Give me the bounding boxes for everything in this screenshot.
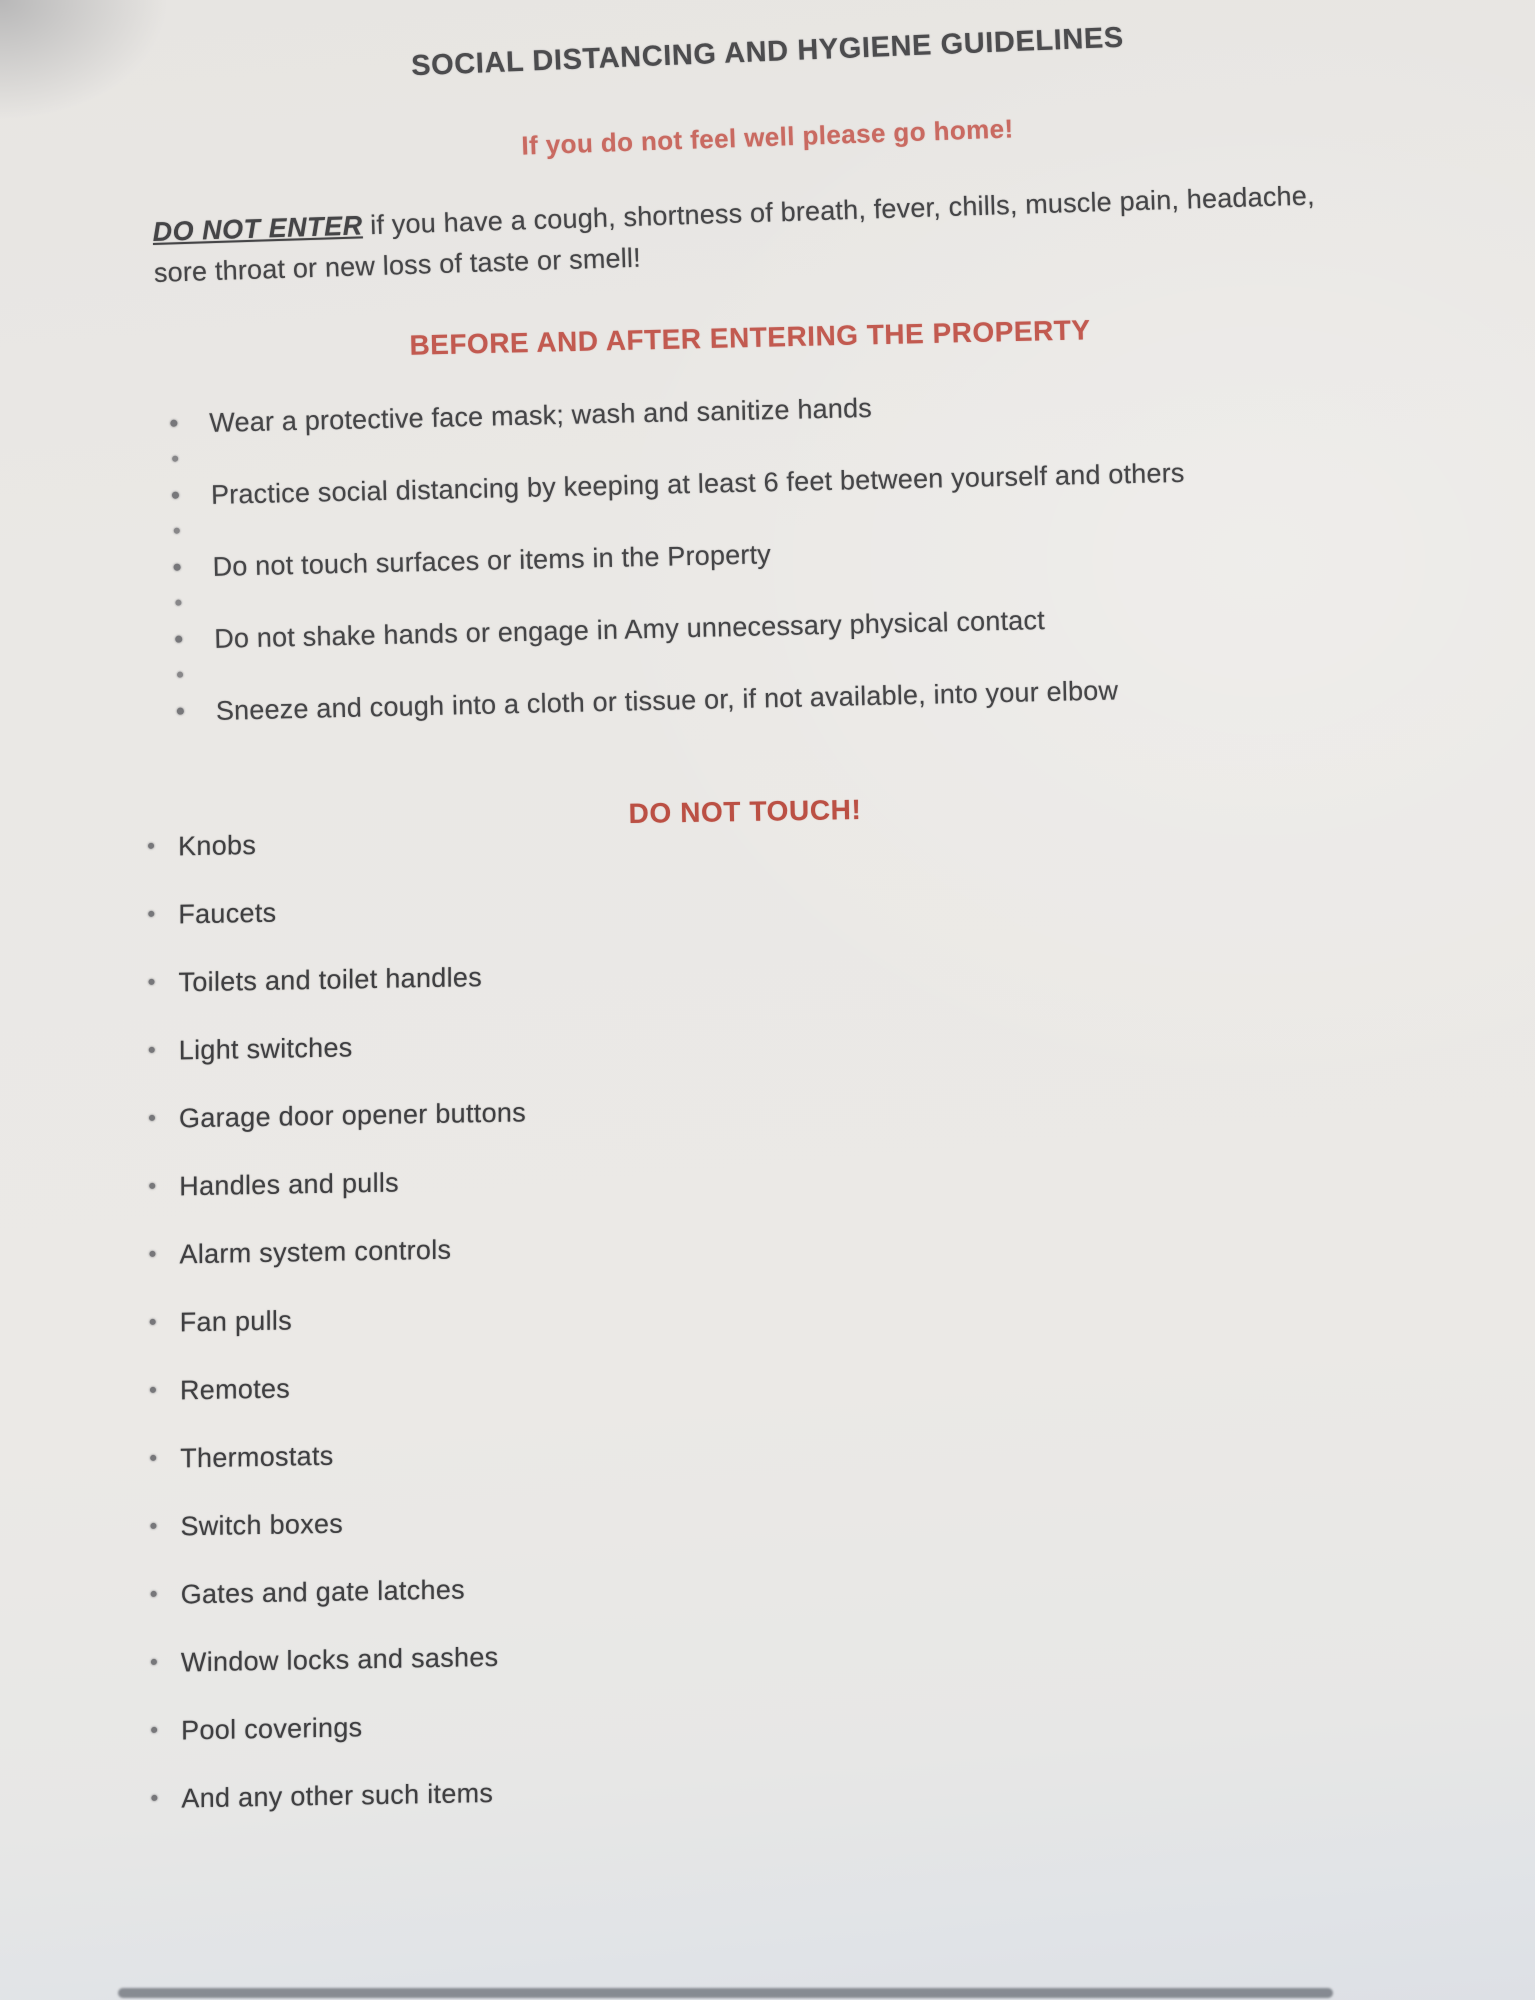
- do-not-touch-item: [144, 1352, 1394, 1408]
- item-text: Gates and gate latches: [180, 1574, 465, 1610]
- item-text: Light switches: [178, 1032, 353, 1066]
- bullet-dot-icon: [149, 1115, 155, 1121]
- bullet-dot-icon: [174, 564, 181, 571]
- do-not-touch-heading: DO NOT TOUCH!: [628, 793, 862, 830]
- bullet-dot-icon: [175, 636, 182, 643]
- guideline-text: Wear a protective face mask; wash and sanitize hands: [209, 392, 873, 438]
- guideline-text: Do not shake hands or engage in Amy unnecessary physical contact: [213, 605, 1046, 654]
- item-text: Toilets and toilet handles: [178, 962, 483, 998]
- item-text: Fan pulls: [179, 1305, 293, 1338]
- bullet-dot-icon: [150, 1523, 156, 1529]
- bullet-dot-icon: [151, 1659, 157, 1665]
- item-text: Alarm system controls: [179, 1234, 452, 1270]
- bullet-dot-icon: [177, 672, 183, 678]
- guideline-text: Practice social distancing by keeping at least 6 feet between yourself and others: [210, 457, 1185, 510]
- do-not-touch-item: [144, 1420, 1394, 1476]
- do-not-enter-lead: DO NOT ENTER: [152, 210, 364, 247]
- bullet-dot-icon: [149, 1183, 155, 1189]
- do-not-touch-item: [145, 1692, 1395, 1748]
- guideline-text: Do not touch surfaces or items in the Property: [212, 539, 772, 582]
- do-not-touch-list: [142, 808, 1395, 1850]
- bullet-dot-icon: [177, 708, 184, 715]
- do-not-touch-item: [143, 1012, 1393, 1068]
- document-title: SOCIAL DISTANCING AND HYGIENE GUIDELINES: [410, 21, 1125, 83]
- item-text: Switch boxes: [180, 1508, 344, 1542]
- do-not-touch-item: [143, 1216, 1393, 1272]
- item-text: Window locks and sashes: [180, 1641, 499, 1678]
- bullet-dot-icon: [175, 600, 181, 606]
- item-text: And any other such items: [181, 1778, 494, 1814]
- item-text: Handles and pulls: [179, 1167, 400, 1202]
- item-text: Garage door opener buttons: [178, 1097, 527, 1134]
- do-not-touch-item: [142, 944, 1392, 1000]
- do-not-touch-item: [145, 1556, 1395, 1612]
- do-not-touch-item: [145, 1760, 1395, 1816]
- do-not-touch-item: [143, 1080, 1393, 1136]
- bullet-dot-icon: [150, 1319, 156, 1325]
- bullet-dot-icon: [172, 492, 179, 499]
- do-not-enter-text: if you have a cough, shortness of breath, fever, chills, muscle pain, headache, sore throat or new loss of taste or smell!: [153, 180, 1316, 288]
- do-not-touch-item: [145, 1624, 1395, 1680]
- bullet-dot-icon: [149, 1251, 155, 1257]
- bullet-dot-icon: [172, 456, 178, 462]
- item-text: Thermostats: [180, 1440, 334, 1474]
- bullet-dot-icon: [150, 1387, 156, 1393]
- item-text: Pool coverings: [181, 1712, 363, 1746]
- do-not-touch-item: [144, 1284, 1394, 1340]
- bullet-dot-icon: [149, 1047, 155, 1053]
- bullet-dot-icon: [148, 843, 154, 849]
- go-home-alert: If you do not feel well please go home!: [520, 113, 1015, 161]
- guideline-text: Sneeze and cough into a cloth or tissue or, if not available, into your elbow: [215, 675, 1119, 726]
- bullet-dot-icon: [151, 1795, 157, 1801]
- bullet-dot-icon: [149, 979, 155, 985]
- item-text: Knobs: [178, 830, 257, 862]
- do-not-touch-item: [142, 876, 1392, 932]
- bullet-dot-icon: [151, 1591, 157, 1597]
- before-after-list: [162, 380, 1409, 739]
- bullet-dot-icon: [150, 1455, 156, 1461]
- bullet-dot-icon: [148, 911, 154, 917]
- bullet-dot-icon: [174, 528, 180, 534]
- do-not-touch-item: [143, 1148, 1393, 1204]
- item-text: Faucets: [178, 897, 277, 930]
- do-not-touch-item: [144, 1488, 1394, 1544]
- scan-edge-shadow: [118, 1988, 1333, 1998]
- do-not-enter-paragraph: [152, 174, 1354, 294]
- bullet-dot-icon: [151, 1727, 157, 1733]
- before-after-heading: BEFORE AND AFTER ENTERING THE PROPERTY: [409, 314, 1091, 361]
- bullet-dot-icon: [170, 420, 177, 427]
- item-text: Remotes: [179, 1373, 291, 1406]
